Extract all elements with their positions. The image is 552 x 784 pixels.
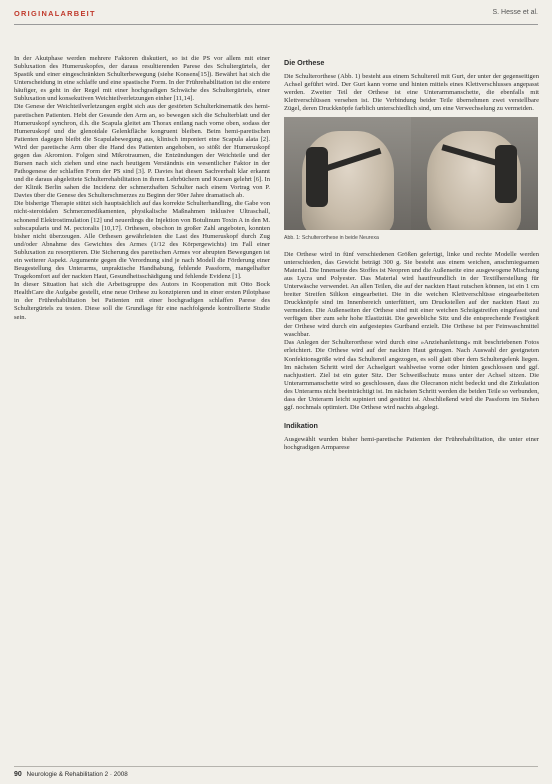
left-column — [14, 55, 270, 322]
page-number: 90 — [14, 771, 22, 778]
section-heading: Die Orthese — [284, 58, 325, 67]
orthosis-photo — [284, 117, 538, 230]
footer — [14, 771, 128, 778]
figure-caption: Abb. 1: Schulterorthese in beide Neurexa — [284, 235, 379, 242]
section-heading: Indikation — [284, 421, 318, 431]
right-column — [284, 59, 539, 452]
paragraph: Die Genese der Weichteilverletzungen ergibt sich aus der gestörten Schulterkinematik des hemi-paretischen Patienten. Hebt der Gesunde den Arm an, so bewegen sich die Schulterblatt und der Humeruskopf synchron, d.h. die Scapula gleitet am Thorax entlang nach vorne oben, sodass der Humeruskopf und die glenoidale Gelenkfläche kongruent bleiben. Beim hemi-paretischen Patienten dagegen bleibt die Scapulabewegung aus, klinisch imponiert eine Scapula alata [2]. Wird der paretische Arm über die Hand des Patienten angehoben, so stößt der Humeruskopf gegen das Akromion. Folgen sind Mikrotraumen, die Entzündungen der Weichteile und der Bursen nach sich ziehen und eine nach heutigem Verständnis ein wesentlicher Faktor in der Pathogenese der schlaffen Form der PS sind [3]. P. Davies hat diesen Sachverhalt klar erkannt und die daraus abgeleitete Schulterrehabilitation in ihrem Lehrbüchern und Kursen gelehrt [6]. In der Klinik Berlin sahen die Incidenz der schmerzhaften Schulter nach einem Vortrag von P. Davies über die Genese des Schulterschmerzes zu Beginn der 90er Jahre dramatisch ab. — [14, 103, 270, 200]
section-label: ORIGINALARBEIT — [14, 9, 96, 18]
paragraph: Das Anlegen der Schulterorthese wird durch eine »Anziehanleitung« mit beschriebenen Fotos erleichtert. Die Orthese wird auf der nackten Haut getragen. Nach Auswahl der geeigneten Konfektionsgröße wird das Schultereil angezogen, es soll glatt über dem Schultergelenk liegen. Im nächsten Schritt wird der Achselgurt wahlweise vorne oder hinten geschlossen und ggf. nachjustiert. Ziel ist ein guter Sitz. Der Schweißschutz muss unter der Achsel sitzen. Die Unterarmmanschette wird so geschlossen, dass die Olecranon nicht bedeckt und die Zirkulation des Unterarms nicht beeinträchtigt ist. Im nächsten Schritt werden die beiden Teile so verbunden, dass der Unterarm leicht supiniert und gestützt ist. Abschließend wird die Passform im Stehen ggf. nochmals optimiert. Die Orthese wird nachts abgelegt. — [284, 339, 539, 412]
paragraph: Die Schulterorthese (Abb. 1) besteht aus einem Schultereil mit Gurt, der unter der gegenseitigen Achsel geführt wird. Der Gurt kann vorne und hinten mittels eines Klettverschlusses angepasst werden. Zweiter Teil der Orthese ist eine Unterarmmanschette, die ebenfalls mit Klettverschlüssen versehen ist. Die Verbindung beider Teile übernehmen zwei verstellbare Zügel, deren Druckknöpfe farblich unterschiedlich sind, um eine Verwechselung zu vermeiden. — [284, 73, 539, 113]
photo-panel-front — [284, 117, 411, 230]
photo-panel-back — [411, 117, 538, 230]
footer-rule — [14, 766, 538, 767]
paragraph: Ausgewählt wurden bisher hemi-paretische Patienten der Frührehabilitation, die unter einer hochgradigen Armparese — [284, 436, 539, 452]
journal-name: Neurologie & Rehabilitation 2 · 2008 — [26, 771, 128, 778]
paragraph: In der Akutphase werden mehrere Faktoren diskutiert, so ist die PS vor allem mit einer Subluxation des Humeruskopfes, der daraus resultierenden Parese des Schultergürtels, der Spastik und einer eingeschränkten Schulterbewegung (siehe Konsens[15]). Bewährt hat sich die Unterscheidung in eine schlaffe und eine spastische Form. In der Frührehabilitation ist die erstere häufiger, es geht in der Regel mit einer hochgradigen Schwäche des Schultergürtels, einer Subluxation und konsekutiven Weichteilverletzungen einher [11,14]. — [14, 55, 270, 103]
running-author: S. Hesse et al. — [492, 9, 538, 16]
header-rule — [14, 24, 538, 25]
paragraph: Die bisherige Therapie stützt sich hauptsächlich auf das korrekte Schulterhandling, die Gabe von nicht-steroidalen Schmerzmedikamenten, physikalische Maßnahmen inklusive Ultraschall, schonend Elektrostimulation [12] und neuerdings die Injektion von Botulinum Toxin A in den M. subscapularis und M. pectoralis [10,17]. Orthesen, obschon in großer Zahl angeboten, konnten bisher nicht überzeugen. Alle Orthesen gewährleisten die Last des Humeruskopf durch Zug und/oder Abnahme des Gewichtes des Armes (1/12 des Körpergewichts) im Fall einer Subluxation zu resorptieren. Die Sicherung des paretischen Armes vor abrupten Bewegungen ist ein weiterer Aspekt. Argumente gegen die Verordnung sind je nach Modell die Förderung einer Beugestellung des Unterarms, unpraktische Handhabung, fehlende Passform, mangelhafter Tragekomfort auf der nackten Haut, Gesundheitsschädigung und fehlende Evidenz [1]. — [14, 200, 270, 281]
paragraph: Die Orthese wird in fünf verschiedenen Größen gefertigt, linke und rechte Modelle werden unterschieden, das Gewicht beträgt 300 g. Sie besteht aus einem weichen, anschmiegsamen Material. Die Innenseite des Stoffes ist Neopren und die Außenseite eine ausgewogene Mischung aus Lycra und Polyester. Das Material wird hautfreundlich in der Textilherstellung für Unterwäsche verwendet. An allen Teilen, die auf der nackten Haut rutschen können, ist ein 1 cm breiter Streifen Silikon eingearbeitet. Die in die weichen Klettverschlüsse eingearbeiteten Druckknöpfe sind im Innenbereich unterfüttert, um Druckstellen auf der nackten Haut zu vermeiden. Die Außenseiten der Orthese sind mit einer weichen Schrägstreifen eingefasst und verfügen über zum sehr hohe Elastizität. Die gewebliche Sitz und die entsprechende Festigkeit der Orthese wird durch ein aufgesteptes Gurtband erzielt. Die Orthese ist per Feinwaschmittel waschbar. — [284, 250, 539, 339]
paragraph: In dieser Situation hat sich die Arbeitsgruppe des Autors in Kooperation mit Otto Bock HealthCare die Aufgabe gestellt, eine neue Orthese zu konzipieren und in einer ersten Pilotphase in der Frührehabilitation bei Patienten mit einer hochgradigen schlaffen Parese des Schultergürtels zu testen. Diese soll die Grundlage für eine nachfolgende kontrollierte Studie sein. — [14, 281, 270, 321]
